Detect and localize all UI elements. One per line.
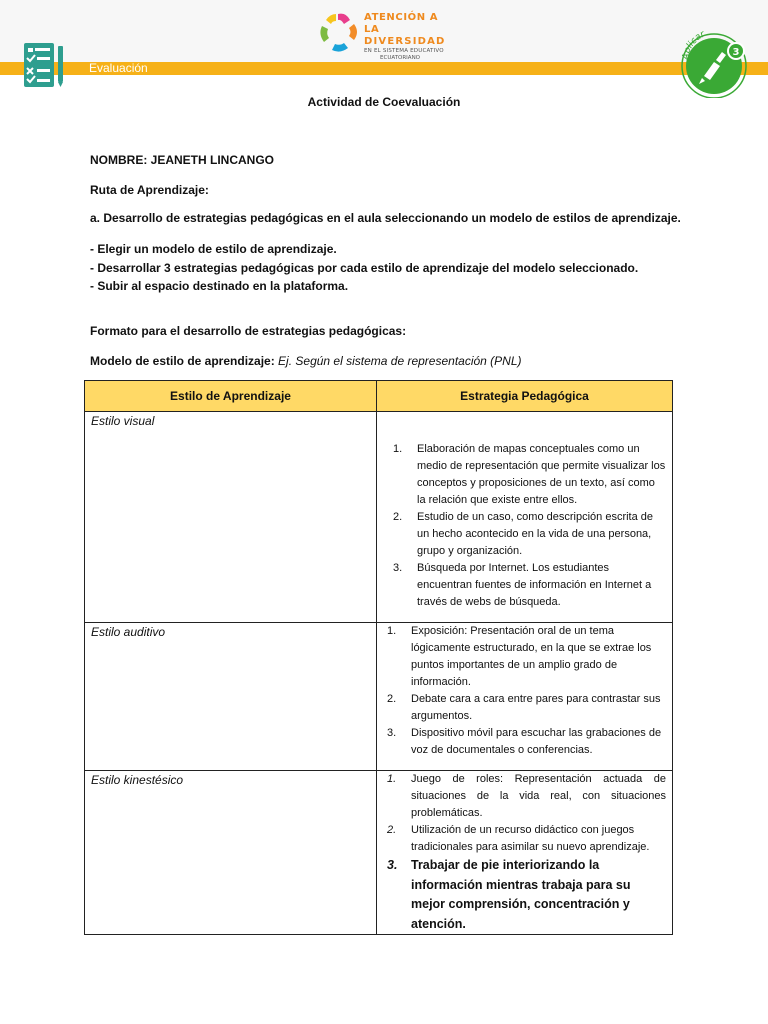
table-row xyxy=(85,623,673,771)
logo-text-line4: ECUATORIANO xyxy=(380,55,421,61)
strategy-list xyxy=(383,771,666,934)
style-cell: Estilo auditivo xyxy=(85,623,377,771)
instruction-item: - Desarrollar 3 estrategias pedagógicas por cada estilo de aprendizaje del modelo seleccionado. xyxy=(90,260,639,275)
table-header-row xyxy=(85,381,673,412)
list-item xyxy=(383,856,666,934)
list-item xyxy=(389,560,666,611)
strategy-cell xyxy=(377,412,673,623)
item-number: 2. xyxy=(387,824,397,836)
model-example: Ej. Según el sistema de representación (PNL) xyxy=(278,354,522,368)
item-text: Estudio de un caso, como descripción escrita de un hecho acontecido en la vida de una persona, grupo y organización. xyxy=(417,511,654,557)
item-text: Utilización de un recurso didáctico con juegos tradicionales para asimilar su nuevo aprendizaje. xyxy=(411,824,650,853)
item-number: 2. xyxy=(387,693,397,705)
page-header xyxy=(0,0,768,100)
list-item xyxy=(389,509,666,560)
item-number: 1. xyxy=(393,443,403,455)
strategy-cell xyxy=(377,771,673,935)
badge-number: 3 xyxy=(732,47,740,58)
strategy-list xyxy=(383,623,666,759)
logo-text-line3: EN EL SISTEMA EDUCATIVO xyxy=(364,48,444,54)
document-title: Actividad de Coevaluación xyxy=(307,95,461,109)
section-label: Evaluación xyxy=(89,61,148,75)
strategy-cell xyxy=(377,623,673,771)
model-line xyxy=(90,354,522,368)
list-item xyxy=(383,771,666,822)
item-text: Búsqueda por Internet. Los estudiantes encuentran fuentes de información en Internet a través de webs de búsqueda. xyxy=(417,562,652,608)
item-text: Trabajar de pie interiorizando la información mientras trabaja para su mejor comprensión, concentración y atención. xyxy=(411,858,631,931)
model-label: Modelo de estilo de aprendizaje: xyxy=(90,354,275,368)
route-label: Ruta de Aprendizaje: xyxy=(90,183,209,197)
table-row xyxy=(85,771,673,935)
item-text: Dispositivo móvil para escuchar las grabaciones de voz de documentales o conferencias. xyxy=(411,727,662,756)
column-header-strategy: Estrategia Pedagógica xyxy=(377,381,673,412)
item-text: Exposición: Presentación oral de un tema lógicamente estructurado, en la que se extrae los puntos importantes de un amplio grado de información. xyxy=(411,625,652,688)
item-number: 2. xyxy=(393,511,403,523)
strategies-table xyxy=(84,380,673,935)
item-number: 3. xyxy=(387,858,398,872)
format-label: Formato para el desarrollo de estrategias pedagógicas: xyxy=(90,324,407,338)
instructions-list xyxy=(90,240,638,296)
style-cell: Estilo visual xyxy=(85,412,377,623)
item-number: 3. xyxy=(387,727,397,739)
checklist-icon xyxy=(22,42,68,88)
item-number: 1. xyxy=(387,773,397,785)
style-cell: Estilo kinestésico xyxy=(85,771,377,935)
hands-logo-icon xyxy=(316,10,360,54)
list-item xyxy=(383,691,666,725)
logo-text-line1: ATENCIÓN A LA xyxy=(364,12,439,35)
list-item xyxy=(389,441,666,509)
item-text: Elaboración de mapas conceptuales como un medio de representación que permite visualizar los conceptos y proposiciones de un texto, así como la relación que existe entre ellos. xyxy=(417,443,666,506)
list-item xyxy=(383,623,666,691)
route-item: a. Desarrollo de estrategias pedagógicas en el aula seleccionando un modelo de estilos de aprendizaje. xyxy=(90,211,681,225)
badge-label: Aplicar xyxy=(680,29,707,61)
strategy-list xyxy=(389,441,666,611)
item-number: 1. xyxy=(387,625,397,637)
item-text: Juego de roles: Representación actuada de situaciones de la vida real, con situaciones problemáticas. xyxy=(411,773,666,819)
list-item xyxy=(383,822,666,856)
apply-badge-icon xyxy=(680,20,750,98)
instruction-item: - Elegir un modelo de estilo de aprendizaje. xyxy=(90,242,337,256)
student-name: NOMBRE: JEANETH LINCANGO xyxy=(90,153,275,167)
logo-text-line2: DIVERSIDAD xyxy=(364,36,446,47)
item-text: Debate cara a cara entre pares para contrastar sus argumentos. xyxy=(411,693,661,722)
instruction-item: - Subir al espacio destinado en la plataforma. xyxy=(90,279,349,293)
table-row xyxy=(85,412,673,623)
column-header-style: Estilo de Aprendizaje xyxy=(85,381,377,412)
item-number: 3. xyxy=(393,562,403,574)
program-logo xyxy=(316,10,456,61)
list-item xyxy=(383,725,666,759)
